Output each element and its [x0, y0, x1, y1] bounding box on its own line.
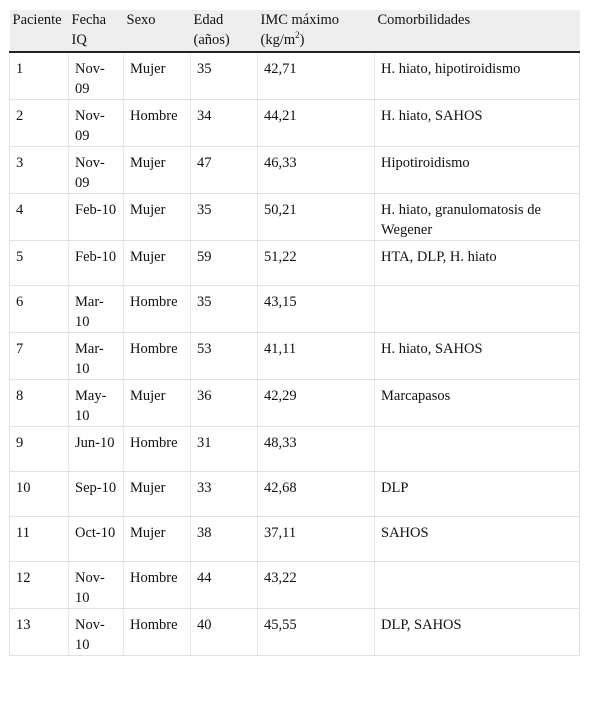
header-imc-label: IMC máximo — [260, 12, 340, 28]
table-row — [10, 427, 580, 472]
cell-imc: 51,22 — [258, 241, 375, 286]
table-row — [10, 52, 580, 100]
cell-paciente: 10 — [10, 472, 69, 517]
cell-paciente: 6 — [10, 286, 69, 333]
cell-edad: 35 — [191, 52, 258, 100]
table-row — [10, 100, 580, 147]
cell-comorbilidades: H. hiato, SAHOS — [375, 333, 580, 380]
cell-edad: 35 — [191, 286, 258, 333]
cell-comorbilidades: Hipotiroidismo — [375, 147, 580, 194]
cell-fecha: Mar-10 — [69, 286, 124, 333]
cell-fecha: Feb-10 — [69, 194, 124, 241]
cell-sexo: Mujer — [124, 472, 191, 517]
cell-imc: 45,55 — [258, 609, 375, 656]
cell-paciente: 13 — [10, 609, 69, 656]
cell-paciente: 4 — [10, 194, 69, 241]
cell-paciente: 3 — [10, 147, 69, 194]
cell-comorbilidades: H. hiato, SAHOS — [375, 100, 580, 147]
cell-sexo: Hombre — [124, 562, 191, 609]
header-fecha: Fecha IQ — [69, 10, 124, 52]
cell-paciente: 7 — [10, 333, 69, 380]
cell-comorbilidades: HTA, DLP, H. hiato — [375, 241, 580, 286]
cell-fecha: Nov-09 — [69, 100, 124, 147]
cell-paciente: 1 — [10, 52, 69, 100]
cell-comorbilidades: SAHOS — [375, 517, 580, 562]
cell-sexo: Mujer — [124, 147, 191, 194]
cell-edad: 36 — [191, 380, 258, 427]
header-imc — [258, 10, 375, 52]
cell-paciente: 12 — [10, 562, 69, 609]
cell-fecha: Sep-10 — [69, 472, 124, 517]
header-imc-unit-pre: (kg/m — [260, 32, 296, 48]
cell-imc: 50,21 — [258, 194, 375, 241]
table-row — [10, 380, 580, 427]
cell-imc: 48,33 — [258, 427, 375, 472]
cell-imc: 37,11 — [258, 517, 375, 562]
cell-fecha: Nov-09 — [69, 52, 124, 100]
header-imc-unit-post: ) — [299, 32, 305, 48]
cell-sexo: Hombre — [124, 333, 191, 380]
cell-imc: 43,15 — [258, 286, 375, 333]
cell-edad: 35 — [191, 194, 258, 241]
cell-sexo: Hombre — [124, 100, 191, 147]
cell-comorbilidades: Marcapasos — [375, 380, 580, 427]
table-row — [10, 194, 580, 241]
table-header — [10, 10, 580, 52]
header-sexo: Sexo — [124, 10, 191, 52]
cell-paciente: 5 — [10, 241, 69, 286]
patients-table — [9, 10, 580, 656]
cell-sexo: Mujer — [124, 517, 191, 562]
cell-fecha: Oct-10 — [69, 517, 124, 562]
header-comorbilidades: Comorbilidades — [375, 10, 580, 52]
cell-edad: 40 — [191, 609, 258, 656]
header-edad: Edad (años) — [191, 10, 258, 52]
table-row — [10, 609, 580, 656]
table-body — [10, 52, 580, 656]
cell-imc: 41,11 — [258, 333, 375, 380]
cell-fecha: Feb-10 — [69, 241, 124, 286]
cell-comorbilidades: DLP — [375, 472, 580, 517]
cell-fecha: Nov-10 — [69, 609, 124, 656]
table-row — [10, 286, 580, 333]
cell-fecha: Nov-10 — [69, 562, 124, 609]
cell-edad: 59 — [191, 241, 258, 286]
cell-sexo: Hombre — [124, 286, 191, 333]
cell-paciente: 11 — [10, 517, 69, 562]
header-paciente: Paciente — [10, 10, 69, 52]
cell-comorbilidades: DLP, SAHOS — [375, 609, 580, 656]
table-row — [10, 562, 580, 609]
cell-paciente: 8 — [10, 380, 69, 427]
cell-sexo: Mujer — [124, 241, 191, 286]
cell-imc: 42,29 — [258, 380, 375, 427]
header-imc-unit-sup: 2 — [295, 30, 300, 41]
cell-edad: 31 — [191, 427, 258, 472]
cell-paciente: 9 — [10, 427, 69, 472]
cell-comorbilidades — [375, 427, 580, 472]
cell-imc: 42,68 — [258, 472, 375, 517]
table-row — [10, 333, 580, 380]
cell-comorbilidades — [375, 286, 580, 333]
cell-fecha: Jun-10 — [69, 427, 124, 472]
cell-fecha: Nov-09 — [69, 147, 124, 194]
cell-imc: 42,71 — [258, 52, 375, 100]
table-row — [10, 241, 580, 286]
table-row — [10, 517, 580, 562]
cell-sexo: Hombre — [124, 427, 191, 472]
cell-sexo: Mujer — [124, 52, 191, 100]
cell-imc: 46,33 — [258, 147, 375, 194]
header-row — [10, 10, 580, 52]
cell-edad: 44 — [191, 562, 258, 609]
cell-sexo: Mujer — [124, 380, 191, 427]
cell-sexo: Hombre — [124, 609, 191, 656]
cell-fecha: May-10 — [69, 380, 124, 427]
cell-edad: 34 — [191, 100, 258, 147]
cell-imc: 44,21 — [258, 100, 375, 147]
cell-edad: 47 — [191, 147, 258, 194]
cell-comorbilidades — [375, 562, 580, 609]
cell-edad: 33 — [191, 472, 258, 517]
cell-edad: 53 — [191, 333, 258, 380]
cell-imc: 43,22 — [258, 562, 375, 609]
cell-paciente: 2 — [10, 100, 69, 147]
cell-edad: 38 — [191, 517, 258, 562]
cell-fecha: Mar-10 — [69, 333, 124, 380]
cell-sexo: Mujer — [124, 194, 191, 241]
cell-comorbilidades: H. hiato, granulomatosis de Wegener — [375, 194, 580, 241]
table-row — [10, 472, 580, 517]
table-row — [10, 147, 580, 194]
cell-comorbilidades: H. hiato, hipotiroidismo — [375, 52, 580, 100]
